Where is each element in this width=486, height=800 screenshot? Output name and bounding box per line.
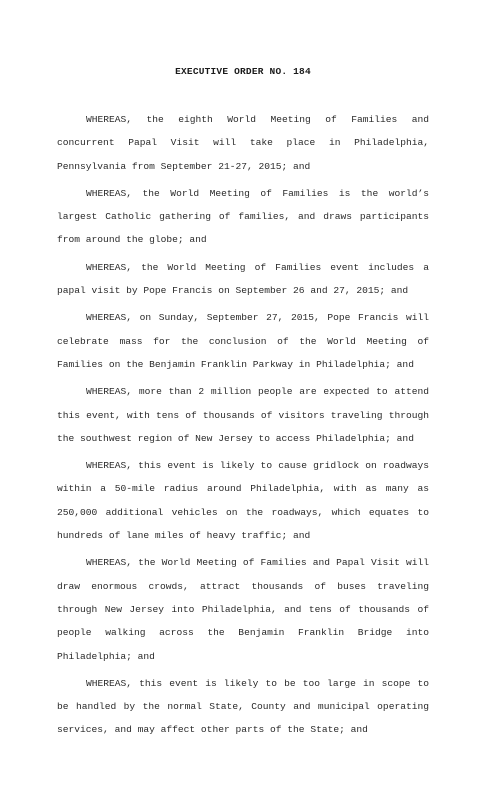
document-body [57,108,429,746]
whereas-paragraph-5: WHEREAS, more than 2 million people are expected to attend this event, with tens of thousands of visitors traveling through the southwest region of New Jersey to access Philadelphia; and [57,386,429,444]
whereas-paragraph-4: WHEREAS, on Sunday, September 27, 2015, Pope Francis will celebrate mass for the conclusion of the World Meeting of Families on the Benjamin Franklin Parkway in Philadelphia; and [57,312,429,370]
whereas-paragraph-3: WHEREAS, the World Meeting of Families event includes a papal visit by Pope Francis on September 26 and 27, 2015; and [57,261,429,297]
whereas-paragraph-8: WHEREAS, this event is likely to be too large in scope to be handled by the normal State, County and municipal operating services, and may affect other parts of the State; and [57,677,429,736]
whereas-paragraph-1: WHEREAS, the eighth World Meeting of Families and concurrent Papal Visit will take place in Philadelphia, Pennsylvania from September 21-27, 2015; and [57,114,429,172]
document-title: EXECUTIVE ORDER NO. 184 [175,66,311,77]
whereas-paragraph-6: WHEREAS, this event is likely to cause gridlock on roadways within a 50-mile radius around Philadelphia, with as many as 250,000 additional vehicles on the roadways, which equates to hundreds of lane miles of heavy traffic; and [57,460,429,542]
whereas-paragraph-2: WHEREAS, the World Meeting of Families is the world’s largest Catholic gathering of families, and draws participants from around the globe; and [57,187,429,246]
whereas-paragraph-7: WHEREAS, the World Meeting of Families and Papal Visit will draw enormous crowds, attract thousands of buses traveling through New Jersey into Philadelphia, and tens of thousands of people walking across the Benjamin Franklin Bridge into Philadelphia; and [57,557,429,662]
